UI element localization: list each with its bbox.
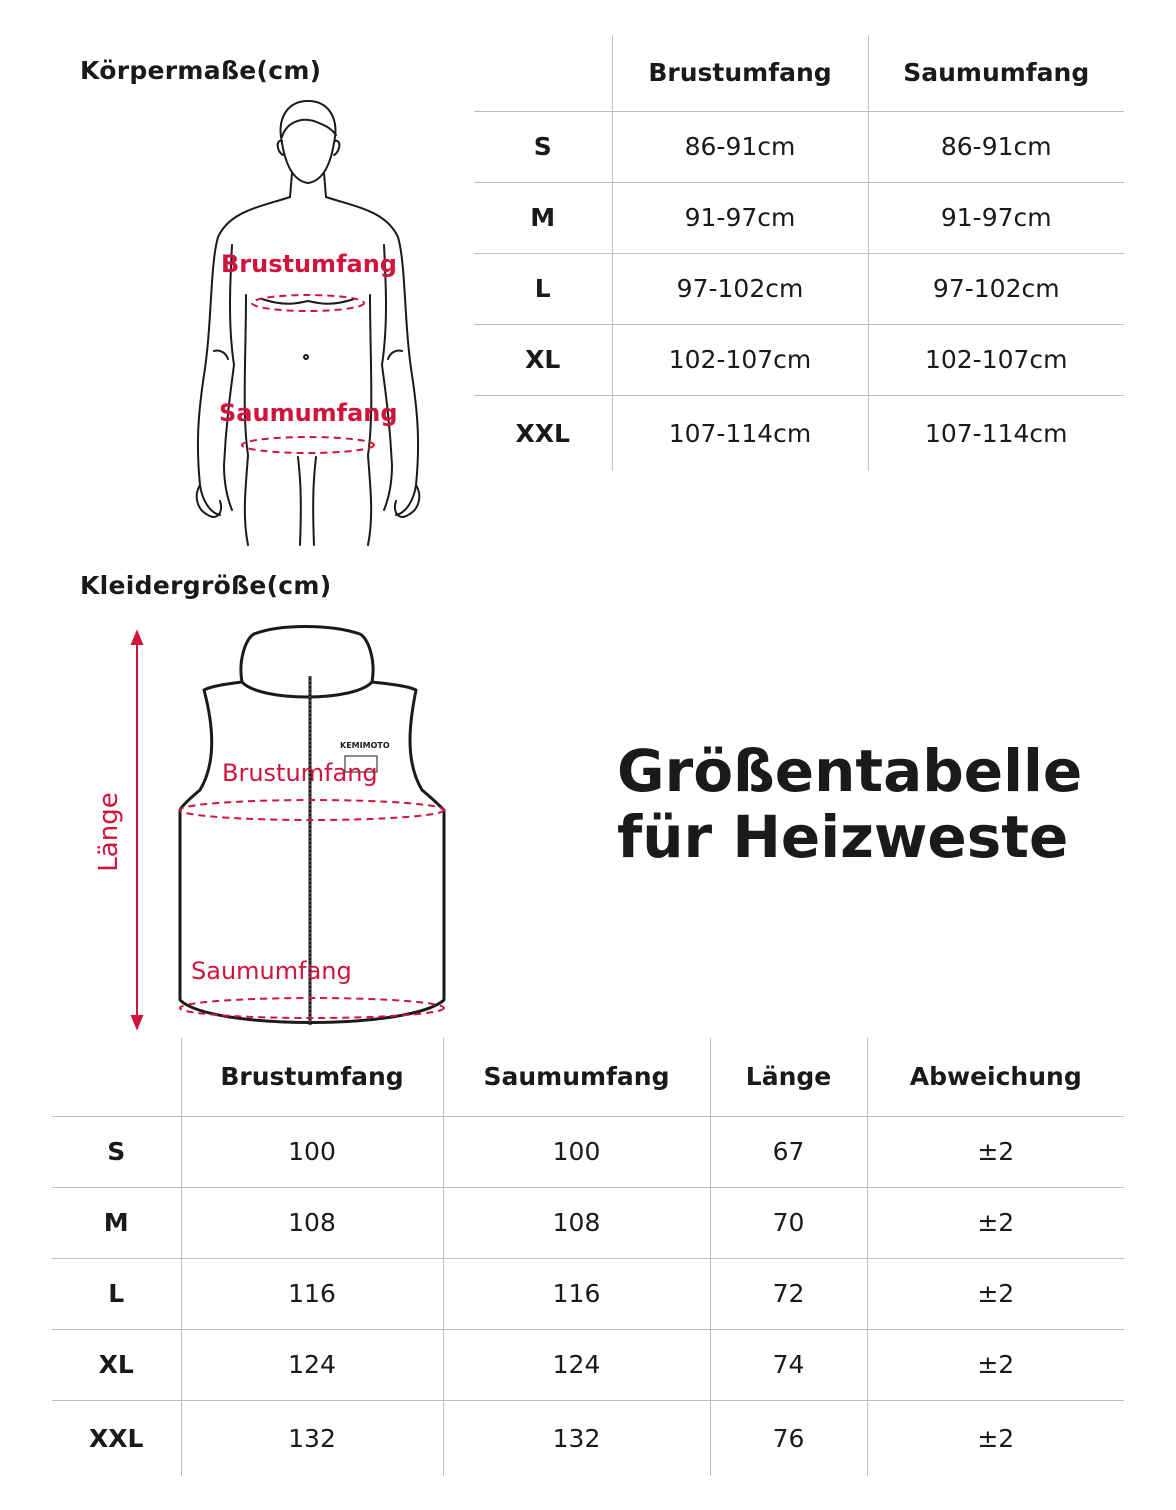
header-cell: Saumumfang	[443, 1038, 710, 1116]
table-row	[52, 1187, 1124, 1258]
table-cell: 97-102cm	[612, 253, 868, 324]
table-cell: 72	[710, 1258, 867, 1329]
body-size-table	[474, 35, 1124, 471]
table-cell: 86-91cm	[868, 111, 1124, 182]
size-cell: XL	[52, 1329, 181, 1400]
hem-measure-ring	[242, 437, 374, 453]
arrow-up-icon	[132, 632, 142, 644]
right-elbow	[388, 350, 402, 359]
head-outline	[281, 101, 336, 183]
table-cell: 124	[443, 1329, 710, 1400]
vest-collar	[241, 627, 373, 683]
left-elbow	[214, 350, 228, 359]
size-cell: S	[52, 1116, 181, 1187]
header-cell: Saumumfang	[868, 35, 1124, 111]
table-header-row	[474, 35, 1124, 111]
table-cell: 91-97cm	[612, 182, 868, 253]
headline-line-1: Größentabelle	[617, 737, 1083, 805]
table-cell: 102-107cm	[868, 324, 1124, 395]
table-cell: 67	[710, 1116, 867, 1187]
table-cell: ±2	[867, 1187, 1124, 1258]
neck-right	[324, 173, 326, 197]
table-cell: 86-91cm	[612, 111, 868, 182]
vest-chest-label: Brustumfang	[222, 759, 378, 787]
size-cell: XL	[474, 324, 612, 395]
headline	[617, 738, 1082, 870]
headline-line-2: für Heizweste	[617, 803, 1069, 871]
size-cell: L	[52, 1258, 181, 1329]
size-cell: M	[474, 182, 612, 253]
table-cell: 116	[443, 1258, 710, 1329]
table-cell: 76	[710, 1400, 867, 1476]
left-arm-inner	[224, 245, 234, 510]
chest-line	[262, 299, 354, 304]
vest-hem-label: Saumumfang	[191, 957, 352, 985]
table-cell: ±2	[867, 1400, 1124, 1476]
leg-inner-2	[313, 457, 316, 545]
table-cell: 124	[181, 1329, 443, 1400]
size-cell: S	[474, 111, 612, 182]
table-cell: 116	[181, 1258, 443, 1329]
size-cell: L	[474, 253, 612, 324]
body-hem-label: Saumumfang	[219, 399, 398, 427]
table-row	[474, 111, 1124, 182]
table-cell: 108	[443, 1187, 710, 1258]
header-cell: Brustumfang	[181, 1038, 443, 1116]
header-cell	[474, 35, 612, 111]
header-cell: Brustumfang	[612, 35, 868, 111]
torso-right	[326, 197, 418, 515]
table-header-row	[52, 1038, 1124, 1116]
size-cell: M	[52, 1187, 181, 1258]
brand-label: KEMIMOTO	[340, 741, 390, 750]
header-cell	[52, 1038, 181, 1116]
table-cell: ±2	[867, 1116, 1124, 1187]
body-chest-label: Brustumfang	[221, 250, 397, 278]
table-row	[474, 253, 1124, 324]
arrow-down-icon	[132, 1016, 142, 1028]
leg-inner	[298, 457, 301, 545]
table-cell: 100	[181, 1116, 443, 1187]
table-row	[474, 395, 1124, 471]
neck-left	[290, 173, 292, 197]
table-row	[52, 1258, 1124, 1329]
garment-section-title: Kleidergröße(cm)	[80, 571, 332, 600]
table-cell: 107-114cm	[868, 395, 1124, 471]
torso-left	[198, 197, 290, 515]
table-cell: 91-97cm	[868, 182, 1124, 253]
table-row	[52, 1116, 1124, 1187]
size-cell: XXL	[52, 1400, 181, 1476]
table-row	[52, 1400, 1124, 1476]
table-cell: 107-114cm	[612, 395, 868, 471]
vest-chest-measure-ring	[180, 800, 444, 820]
table-cell: 102-107cm	[612, 324, 868, 395]
table-cell: 74	[710, 1329, 867, 1400]
table-cell: 108	[181, 1187, 443, 1258]
right-arm-inner	[382, 245, 392, 510]
size-cell: XXL	[474, 395, 612, 471]
table-row	[474, 182, 1124, 253]
table-cell: 132	[443, 1400, 710, 1476]
header-cell: Abweichung	[867, 1038, 1124, 1116]
table-cell: 70	[710, 1187, 867, 1258]
table-cell: 97-102cm	[868, 253, 1124, 324]
table-row	[52, 1329, 1124, 1400]
navel	[304, 355, 308, 359]
hair-outline	[282, 120, 336, 137]
garment-size-table	[52, 1038, 1124, 1476]
table-cell: 100	[443, 1116, 710, 1187]
table-cell: ±2	[867, 1329, 1124, 1400]
length-label: Länge	[94, 792, 124, 872]
table-cell: 132	[181, 1400, 443, 1476]
body-figure	[190, 95, 430, 550]
header-cell: Länge	[710, 1038, 867, 1116]
vest-collar-inner	[242, 682, 372, 697]
table-cell: ±2	[867, 1258, 1124, 1329]
table-row	[474, 324, 1124, 395]
chest-measure-ring	[252, 295, 364, 311]
body-section-title: Körpermaße(cm)	[80, 56, 322, 85]
